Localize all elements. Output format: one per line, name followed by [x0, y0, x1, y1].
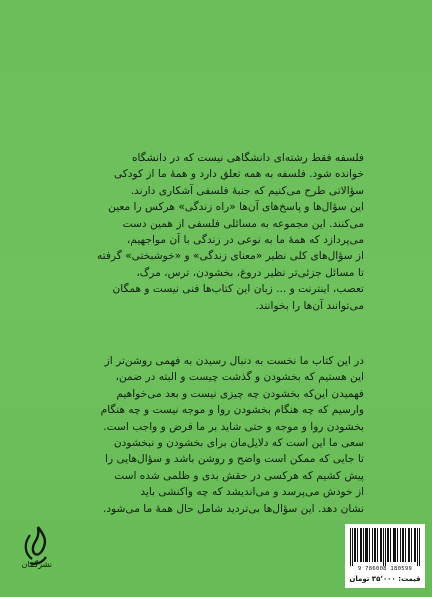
publisher-name: نشرگمان — [21, 560, 52, 569]
paragraph-line: تا مسائل جزئی‌تر نظیر دروغ، بخشودن، ترس، مرگ، — [136, 266, 364, 279]
paragraph-line: خوانده شود. فلسفه به همه تعلق دارد و همهٔ ما از کودکی — [113, 168, 364, 181]
paragraph-line: می‌پردازد که همهٔ ما به نوعی در زندگی با آن مواجهیم، — [126, 234, 364, 247]
isbn-number: 9 786008 180599 — [357, 566, 413, 572]
paragraph-line: می‌توانند آن‌ها را بخوانند. — [255, 299, 364, 312]
barcode-icon — [349, 528, 421, 566]
publisher-logo-icon — [18, 515, 58, 585]
book-summary-paragraph — [68, 353, 364, 517]
intro-paragraph — [78, 150, 364, 314]
paragraph-line: می‌کنند. این مجموعه به مسائلی فلسفی از همین دست — [122, 217, 364, 230]
price-label: قیمت: ۳۵٬۰۰۰ تومان — [349, 575, 421, 583]
paragraph-line: نشان دهد. این سؤال‌ها بی‌تردید شامل حال همهٔ ما می‌شود. — [102, 502, 364, 515]
paragraph-line: وارسیم که چه هنگام بخشودن روا و موجه نیست و چه هنگام — [100, 404, 364, 417]
paragraph-line: فهمیدن این‌که بخشودن چه چیزی نیست و بعد می‌خواهیم — [116, 387, 364, 400]
paragraph-line: سعی ما این است که دلایل‌مان برای بخشودن و نبخشودن — [113, 437, 364, 450]
paragraph-line: پیش کشیم که هرکسی در حقش بدی و ظلمی شده است — [114, 469, 364, 482]
paragraph-line: فلسفه فقط رشته‌ای دانشگاهی نیست که در دانشگاه — [131, 152, 364, 164]
paragraph-line: بخشودن روا و موجه و حتی شاید بر ما فرض و واجب است. — [103, 420, 364, 433]
paragraph-line: تا جایی که ممکن است واضح و روشن باشد و سؤال‌هایی را — [105, 453, 364, 466]
paragraph-line: این سؤال‌ها و پاسخ‌های آن‌ها «راه زندگی» هرکس را معین — [108, 201, 364, 214]
paragraph-line: از خودش می‌پرسد و می‌اندیشد که چه واکنشی باید — [140, 486, 364, 499]
paragraph-line: این هستیم که بخشودن و گذشت چیست و البته در ضمن، — [115, 371, 364, 384]
paragraph-line: در این کتاب ما نخست به دنبال رسیدن به فهمی روشن‌تر از — [104, 355, 364, 367]
paragraph-line: از سؤال‌های کلی نظیر «معنای زندگی» و «خوشبختی» گرفته — [97, 250, 364, 263]
paragraph-line: تعصب، اینترنت و ... زبان این کتاب‌ها فنی نیست و همگان — [112, 283, 364, 296]
paragraph-line: سؤالاتی طرح می‌کنیم که جنبهٔ فلسفی آشکاری دارند. — [130, 184, 364, 197]
barcode-label — [345, 524, 425, 588]
